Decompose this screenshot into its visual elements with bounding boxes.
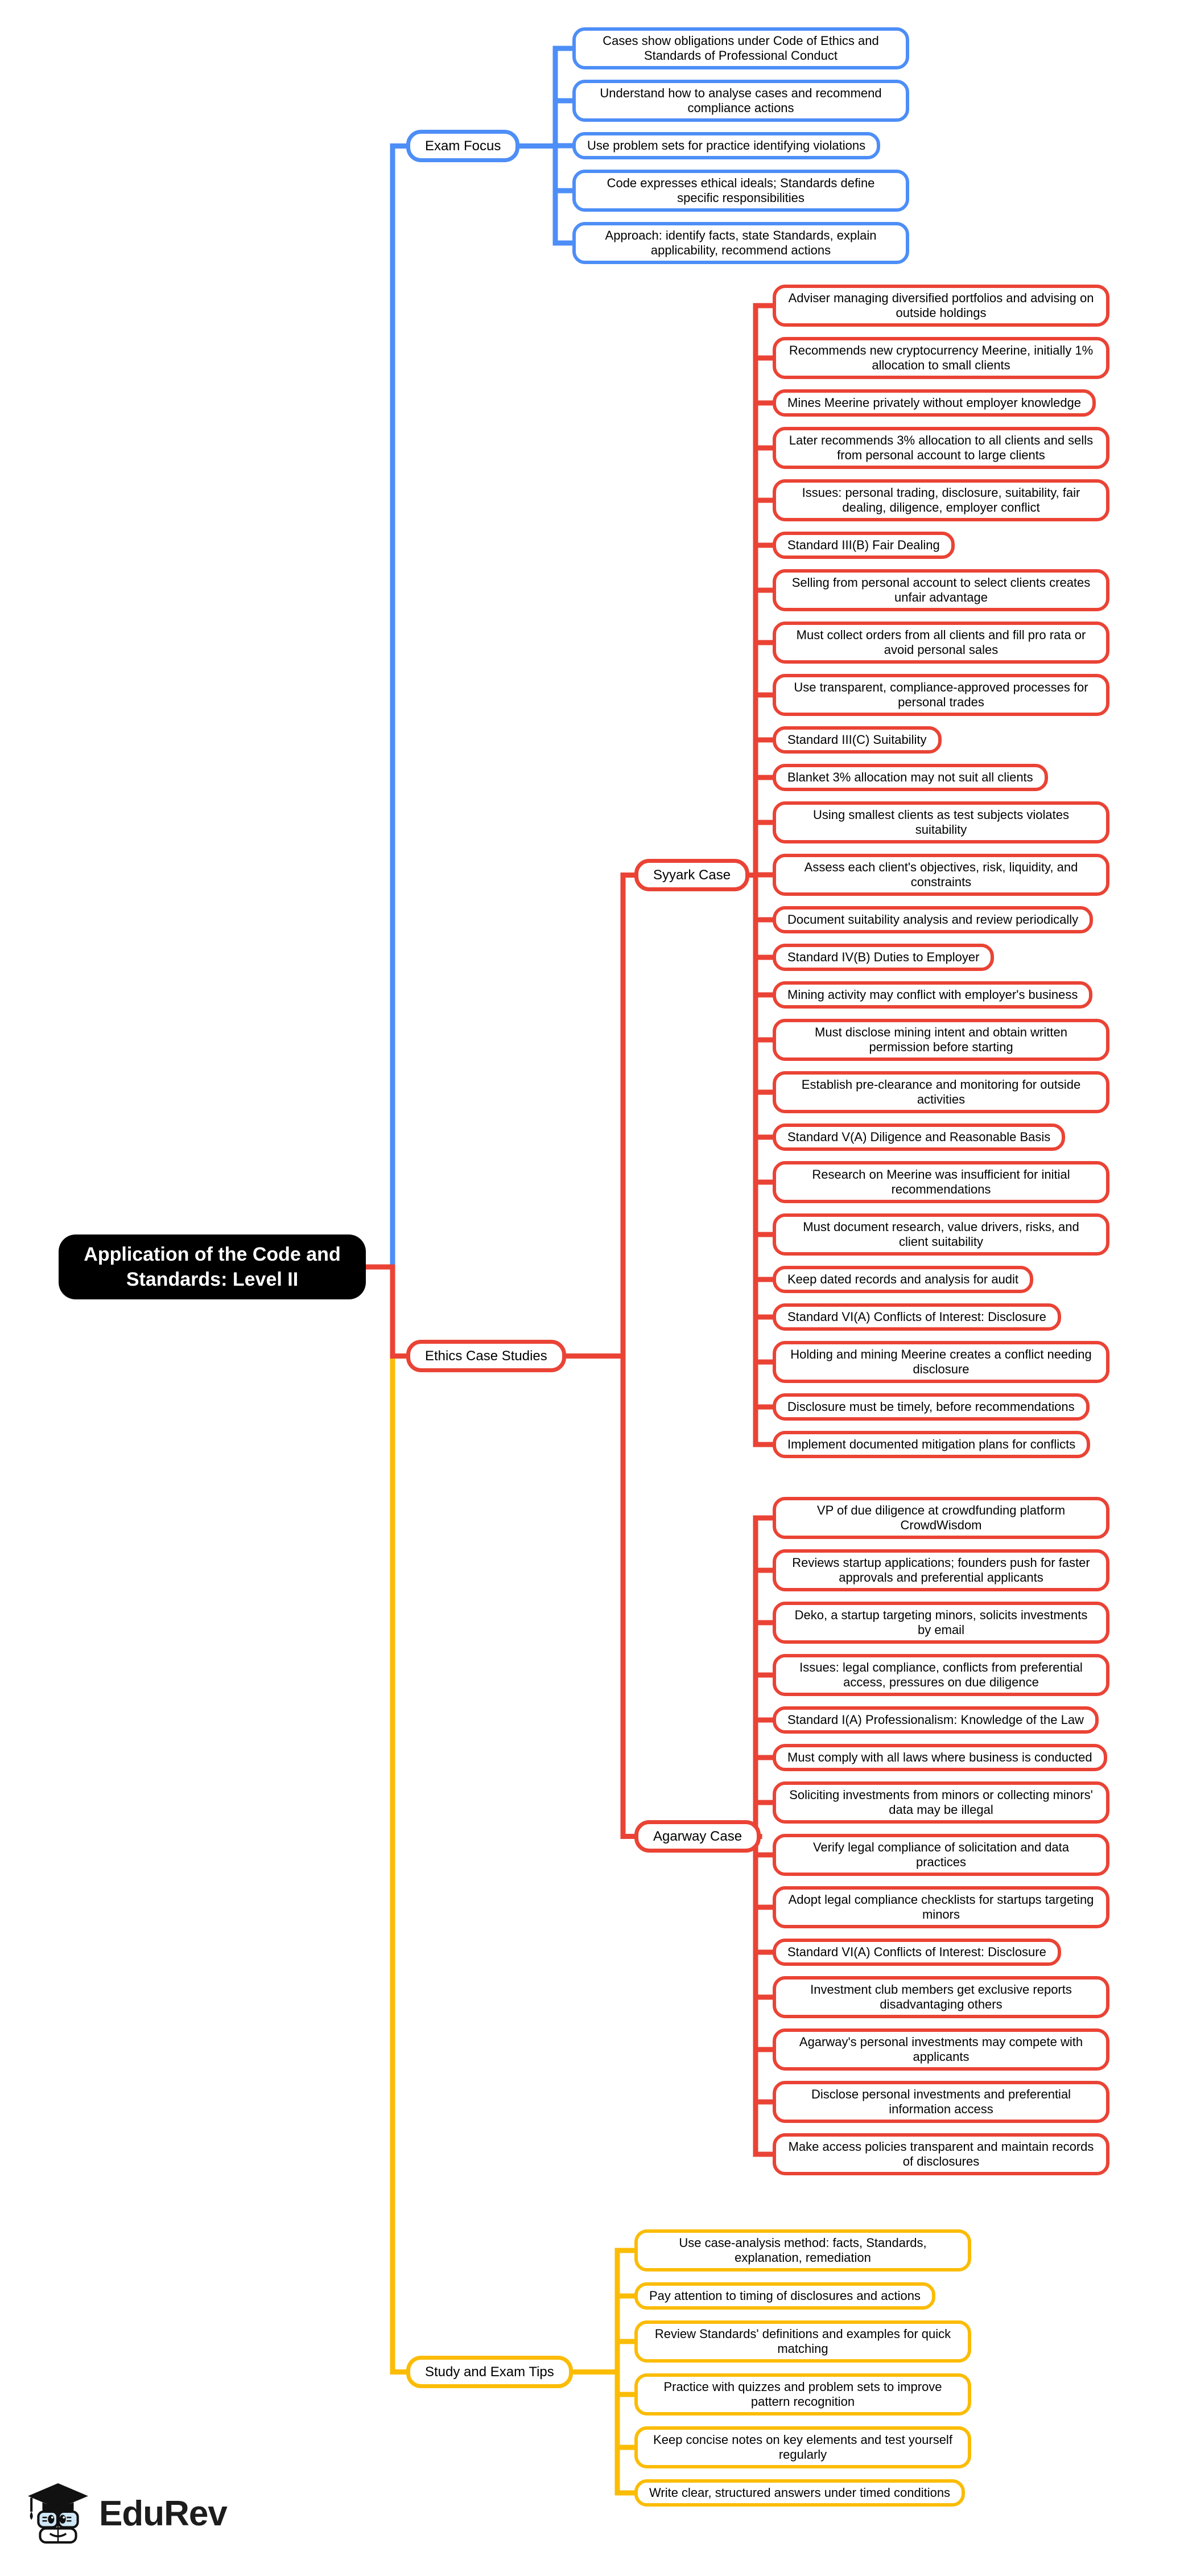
leaf-node[interactable]: Standard VI(A) Conflicts of Interest: Disclosure: [773, 1939, 1061, 1966]
leaf-node[interactable]: Disclosure must be timely, before recommendations: [773, 1393, 1090, 1421]
leaf-node[interactable]: Review Standards' definitions and examples for quick matching: [634, 2320, 971, 2363]
leaf-node[interactable]: Code expresses ethical ideals; Standards define specific responsibilities: [572, 170, 909, 212]
leaf-node[interactable]: Practice with quizzes and problem sets to improve pattern recognition: [634, 2373, 971, 2415]
leaf-node[interactable]: Reviews startup applications; founders push for faster approvals and preferential applicants: [773, 1549, 1109, 1591]
leaf-node[interactable]: Later recommends 3% allocation to all clients and sells from personal account to large clients: [773, 427, 1109, 469]
leaf-node[interactable]: Issues: legal compliance, conflicts from preferential access, pressures on due diligence: [773, 1654, 1109, 1696]
leaf-node[interactable]: Approach: identify facts, state Standards, explain applicability, recommend actions: [572, 222, 909, 264]
leaf-node[interactable]: Must comply with all laws where business is conducted: [773, 1744, 1107, 1771]
leaf-node[interactable]: Disclose personal investments and preferential information access: [773, 2081, 1109, 2123]
leaf-node[interactable]: Assess each client's objectives, risk, liquidity, and constraints: [773, 854, 1109, 896]
leaf-node[interactable]: Standard IV(B) Duties to Employer: [773, 944, 994, 971]
leaf-node[interactable]: Standard VI(A) Conflicts of Interest: Disclosure: [773, 1303, 1061, 1331]
leaf-node[interactable]: Must disclose mining intent and obtain written permission before starting: [773, 1019, 1109, 1061]
syyark-case-leaves: [773, 285, 1109, 1458]
branch-agarway-case[interactable]: Agarway Case: [634, 1820, 761, 1853]
leaf-node[interactable]: Mines Meerine privately without employer knowledge: [773, 389, 1096, 417]
leaf-node[interactable]: Holding and mining Meerine creates a conflict needing disclosure: [773, 1341, 1109, 1383]
leaf-node[interactable]: Standard III(C) Suitability: [773, 726, 942, 754]
leaf-node[interactable]: Implement documented mitigation plans for conflicts: [773, 1431, 1090, 1458]
leaf-node[interactable]: Use case-analysis method: facts, Standards, explanation, remediation: [634, 2229, 971, 2272]
leaf-node[interactable]: Standard I(A) Professionalism: Knowledge of the Law: [773, 1706, 1099, 1734]
leaf-node[interactable]: Understand how to analyse cases and recommend compliance actions: [572, 80, 909, 122]
leaf-node[interactable]: VP of due diligence at crowdfunding platform CrowdWisdom: [773, 1497, 1109, 1539]
leaf-node[interactable]: Recommends new cryptocurrency Meerine, initially 1% allocation to small clients: [773, 337, 1109, 379]
leaf-node[interactable]: Keep dated records and analysis for audit: [773, 1266, 1033, 1293]
branch-syyark-case[interactable]: Syyark Case: [634, 859, 749, 891]
leaf-node[interactable]: Must collect orders from all clients and fill pro rata or avoid personal sales: [773, 622, 1109, 664]
leaf-node[interactable]: Using smallest clients as test subjects violates suitability: [773, 801, 1109, 843]
root-node[interactable]: Application of the Code and Standards: Level II: [59, 1234, 366, 1299]
leaf-node[interactable]: Keep concise notes on key elements and test yourself regularly: [634, 2426, 971, 2468]
leaf-node[interactable]: Make access policies transparent and maintain records of disclosures: [773, 2133, 1109, 2175]
leaf-node[interactable]: Standard III(B) Fair Dealing: [773, 532, 955, 559]
leaf-node[interactable]: Selling from personal account to select clients creates unfair advantage: [773, 569, 1109, 611]
edurev-logo: [26, 2482, 227, 2545]
exam-focus-leaves: [572, 27, 909, 264]
branch-study-exam-tips[interactable]: Study and Exam Tips: [406, 2356, 573, 2388]
leaf-node[interactable]: Soliciting investments from minors or collecting minors' data may be illegal: [773, 1781, 1109, 1824]
leaf-node[interactable]: Must document research, value drivers, risks, and client suitability: [773, 1213, 1109, 1256]
agarway-case-leaves: [773, 1497, 1109, 2175]
leaf-node[interactable]: Research on Meerine was insufficient for initial recommendations: [773, 1161, 1109, 1203]
leaf-node[interactable]: Investment club members get exclusive reports disadvantaging others: [773, 1976, 1109, 2018]
branch-exam-focus[interactable]: Exam Focus: [406, 130, 519, 162]
leaf-node[interactable]: Use transparent, compliance-approved processes for personal trades: [773, 674, 1109, 716]
leaf-node[interactable]: Mining activity may conflict with employer's business: [773, 981, 1092, 1009]
leaf-node[interactable]: Issues: personal trading, disclosure, suitability, fair dealing, diligence, employer conflict: [773, 479, 1109, 521]
leaf-node[interactable]: Use problem sets for practice identifying violations: [572, 132, 880, 159]
leaf-node[interactable]: Agarway's personal investments may compete with applicants: [773, 2028, 1109, 2071]
leaf-node[interactable]: Blanket 3% allocation may not suit all clients: [773, 764, 1048, 791]
leaf-node[interactable]: Adviser managing diversified portfolios and advising on outside holdings: [773, 285, 1109, 327]
leaf-node[interactable]: Verify legal compliance of solicitation and data practices: [773, 1834, 1109, 1876]
edurev-mascot-icon: [26, 2482, 90, 2545]
leaf-node[interactable]: Pay attention to timing of disclosures and actions: [634, 2282, 935, 2310]
leaf-node[interactable]: Cases show obligations under Code of Ethics and Standards of Professional Conduct: [572, 27, 909, 69]
leaf-node[interactable]: Document suitability analysis and review periodically: [773, 906, 1093, 933]
edurev-brand-text: EduRev: [99, 2493, 227, 2533]
branch-ethics-case-studies[interactable]: Ethics Case Studies: [406, 1340, 566, 1372]
leaf-node[interactable]: Adopt legal compliance checklists for startups targeting minors: [773, 1886, 1109, 1928]
study-tips-leaves: [634, 2229, 971, 2507]
leaf-node[interactable]: Establish pre-clearance and monitoring for outside activities: [773, 1071, 1109, 1113]
leaf-node[interactable]: Deko, a startup targeting minors, solicits investments by email: [773, 1602, 1109, 1644]
leaf-node[interactable]: Write clear, structured answers under timed conditions: [634, 2479, 965, 2507]
leaf-node[interactable]: Standard V(A) Diligence and Reasonable Basis: [773, 1124, 1065, 1151]
